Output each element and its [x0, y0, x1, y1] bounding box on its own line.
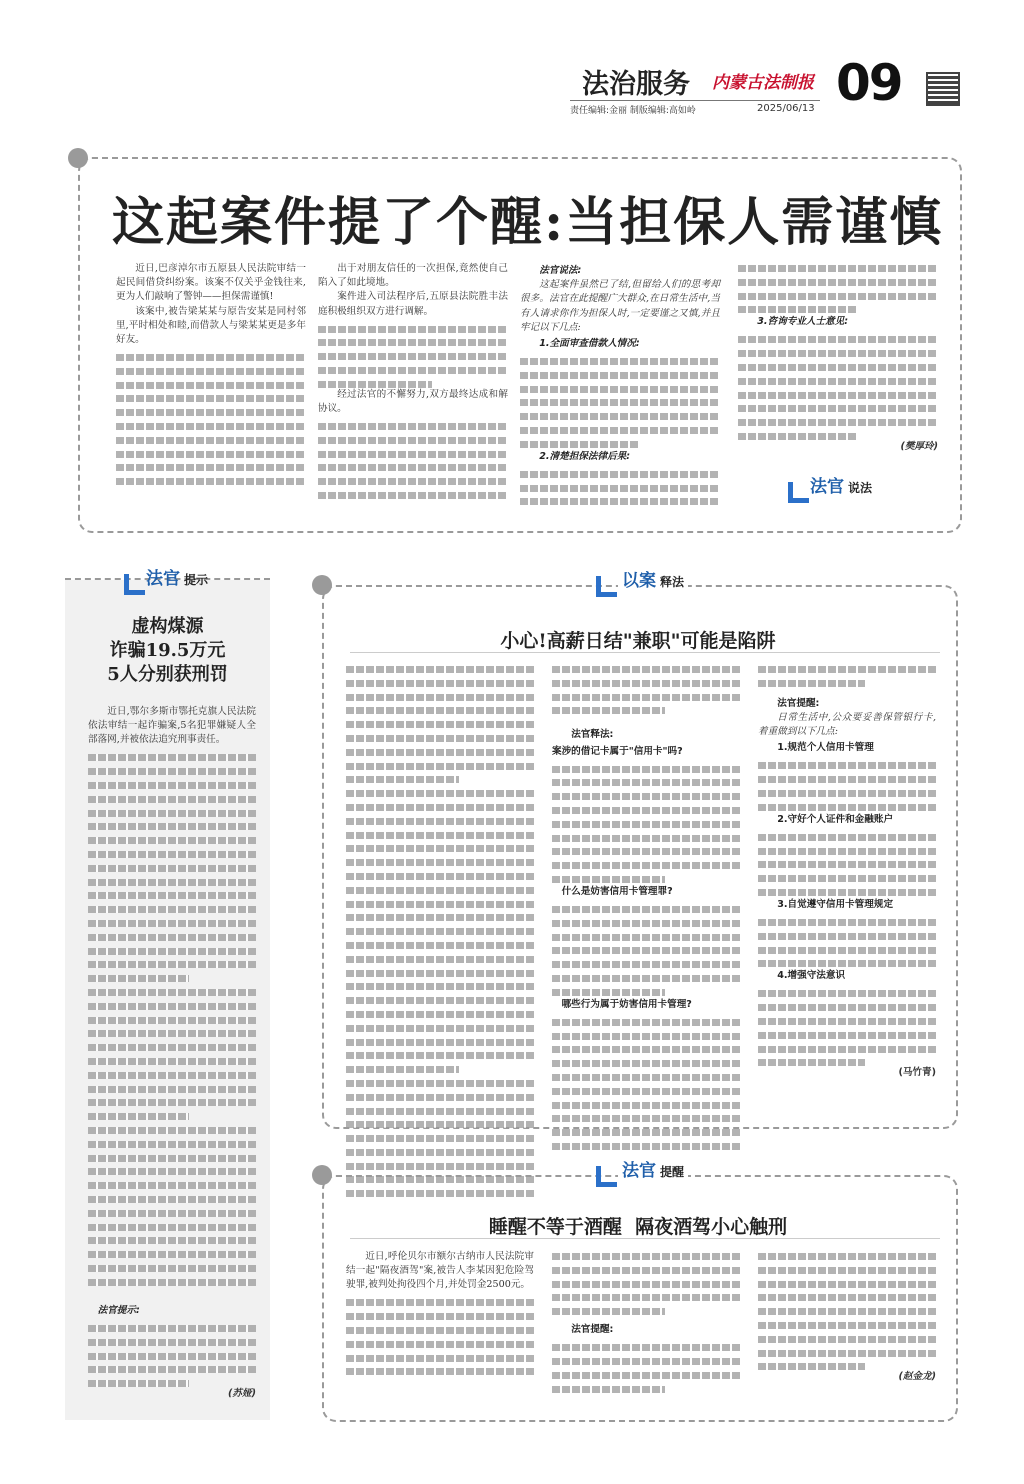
sidebar-headline-line1: 虚构煤源: [131, 616, 204, 637]
article3-rule: [350, 1238, 940, 1239]
article2-tag-deco: [596, 576, 617, 597]
sidebar-tip: [88, 1302, 256, 1412]
article1-tag: 法官 说法: [810, 477, 873, 497]
page-number: 09: [836, 54, 902, 112]
article3-corner-dot: [312, 1165, 332, 1185]
article3-author: (赵金龙): [898, 1371, 936, 1383]
sidebar-tag: 法官 提示: [146, 569, 209, 589]
article1-col4: 3.咨询专业人士意见: (樊厚玲): [738, 262, 938, 442]
article3-tag: 法官 提醒: [618, 1156, 688, 1181]
article2-col2: 法官释法: 案涉的借记卡属于"信用卡"吗? 什么是妨害信用卡管理罪? 哪些行为属于妨害信用卡管理?: [552, 663, 740, 1118]
article2-rule: [350, 652, 940, 653]
section-title: 法治服务: [582, 69, 690, 100]
article2-col3: 法官提醒: 日常生活中,公众要妥善保管银行卡,着重做到以下几点: 1.规范个人信用卡管理 2.守好个人证件和金融账户 3.自觉遵守信用卡管理规定 4.增强守法意识 (马竹青): [758, 663, 936, 1118]
article2-corner-dot: [312, 575, 332, 595]
article3-tag-deco: [596, 1166, 617, 1187]
article2-author: (马竹青): [898, 1067, 936, 1079]
article1-corner-dot: [68, 148, 88, 168]
article1-col2: 出于对朋友信任的一次担保,竟然使自己陷入了如此境地。 案件进入司法程序后,五原县法院胜丰法庭积极组织双方进行调解。 经过法官的不懈努力,双方最终达成和解协议。: [318, 262, 508, 512]
sidebar-tip-head: 法官提示:: [97, 1305, 140, 1316]
article1-col3: 法官说法: 这起案件虽然已了结,但留给人们的思考却很多。法官在此提醒广大群众,在日常生活中,当有人请求你作为担保人时,一定要谨之又慎,并且牢记以下几点: 1.全面审查借款人情况: 2.清楚担保法律后果:: [520, 262, 720, 512]
article3-headline: 睡醒不等于酒醒 隔夜酒驾小心触刑: [488, 1216, 788, 1238]
article1-author: (樊厚玲): [900, 440, 938, 452]
article1-tag-deco: [788, 482, 809, 503]
newspaper-logo: 内蒙古法制报: [712, 73, 814, 93]
sidebar-headline-line2: 诈骗19.5万元: [109, 640, 226, 661]
sidebar-headline: [65, 615, 270, 687]
qr-code-icon: [926, 72, 960, 106]
article3-col1: 近日,呼伦贝尔市额尔古纳市人民法院审结一起"隔夜酒驾"案,被告人李某因犯危险驾驶罪,被判处拘役四个月,并处罚金2500元。: [346, 1250, 534, 1410]
article3-col3: [758, 1250, 936, 1410]
article3-col2: 法官提醒:: [552, 1250, 740, 1410]
article2-tag: 以案 释法: [618, 566, 688, 591]
sidebar-tag-deco: [124, 574, 145, 595]
editor-credit: 责任编辑:金丽 制版编辑:高如岭: [570, 106, 696, 116]
header-rule: [570, 100, 820, 101]
issue-date: 2025/06/13: [757, 103, 815, 114]
sidebar-headline-line3: 5人分别获刑罚: [107, 664, 228, 685]
article2-col1: [346, 663, 534, 1118]
sidebar-author: (苏娅): [228, 1388, 256, 1400]
article1-col1: 近日,巴彦淖尔市五原县人民法院审结一起民间借贷纠纷案。该案不仅关乎金钱往来,更为人们敲响了警钟——担保需谨慎! 该案中,被告梁某某与原告安某是同村邻里,平时相处和睦,而借款人与梁某某更是多年好友。: [116, 262, 306, 512]
article2-headline: 小心!高薪日结"兼职"可能是陷阱: [500, 630, 776, 652]
sidebar-body: 近日,鄂尔多斯市鄂托克旗人民法院依法审结一起诈骗案,5名犯罪嫌疑人全部落网,并被依法追究刑事责任。: [88, 705, 256, 1290]
article1-headline: 这起案件提了个醒:当担保人需谨慎: [112, 192, 944, 253]
